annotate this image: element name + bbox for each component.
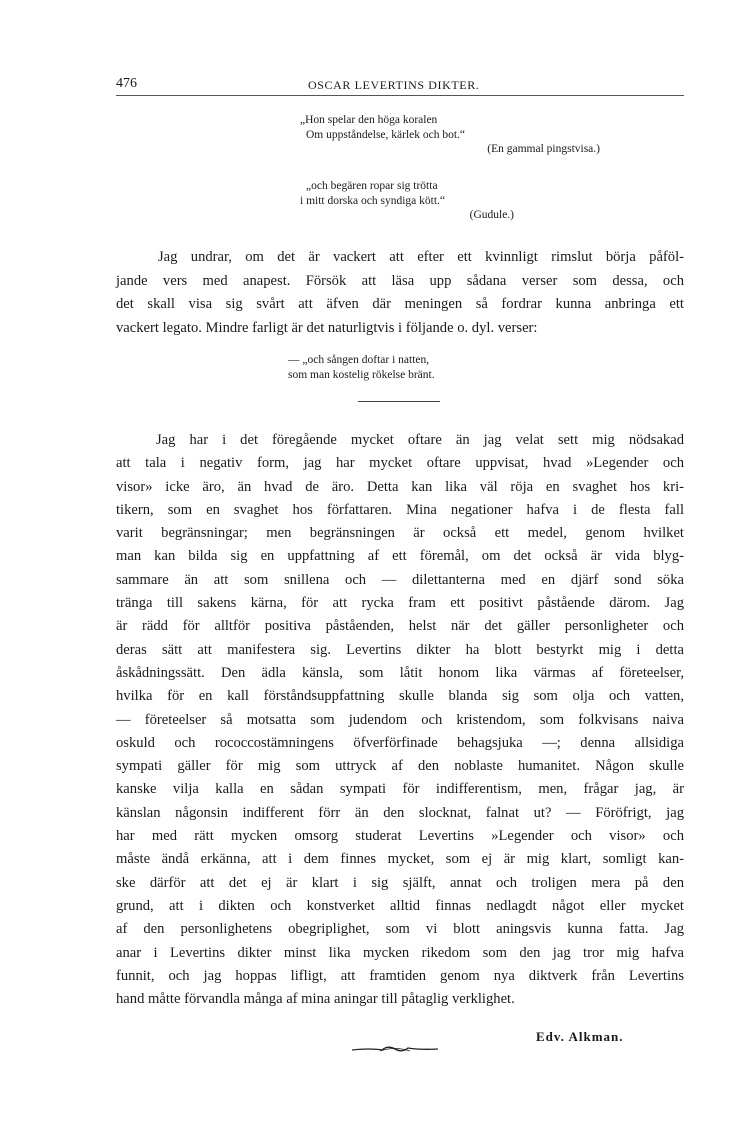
- text-line: har med rätt mycken omsorg studerat Levertins »Legender och visor» och: [116, 828, 684, 845]
- running-title: OSCAR LEVERTINS DIKTER.: [308, 78, 480, 92]
- text-line: anar i Levertins dikter minst lika mycken rikedom som den jag tror mig hafva: [116, 944, 684, 961]
- text-line: — företeelser så motsatta som judendom och kristendom, som folkvisans naiva: [116, 711, 684, 728]
- epigraph-quote-2: [300, 179, 514, 223]
- text-line: måste ändå erkänna, att i dem finnes mycket, som ej är mig klart, somligt kan-: [116, 851, 684, 868]
- author-signature: Edv. Alkman.: [536, 1029, 624, 1044]
- page-header: [116, 76, 684, 96]
- text-line: varit begränsningar; men begränsningen är också ett medel, genom hvilket: [116, 525, 684, 542]
- section-divider: [358, 401, 440, 402]
- text-line: grund, att i dikten och konstverket alltid finnas nedlagdt något eller mycket: [116, 897, 684, 914]
- quote-line: „och begären ropar sig trötta: [306, 180, 438, 192]
- text-line: Jag undrar, om det är vackert att efter ett kvinnligt rimslut börja påföl-: [158, 249, 684, 265]
- text-line: sympati gäller för mig som uttryck af den noblaste humanitet. Någon skulle: [116, 758, 684, 775]
- header-rule: [116, 95, 684, 96]
- text-line: jande vers med anapest. Försök att läsa upp sådana verser som dessa, och: [116, 272, 684, 289]
- text-line: hand måtte förvandla många af mina aningar till påtaglig verklighet.: [116, 991, 515, 1008]
- verse-example: [288, 353, 528, 382]
- text-line: ske därför att det ej är klart i sig själft, annat och troligen mera på den: [116, 874, 684, 891]
- closing-ornament: [350, 1043, 440, 1055]
- page-number: 476: [116, 76, 137, 91]
- text-line: kanske vilja kalla en sådan sympati för indifferentism, men, frågar jag, är: [116, 781, 684, 798]
- text-line: Jag har i det föregående mycket oftare än jag velat sett mig nödsakad: [156, 432, 684, 448]
- text-line: att tala i negativ form, jag har mycket oftare uppvisat, hvad »Legender och: [116, 455, 684, 472]
- quote-line: i mitt dorska och syndiga kött.“: [300, 194, 446, 207]
- text-line: oskuld och rococcostämningens öfverförfinade behagsjuka —; denna allsidiga: [116, 734, 684, 751]
- text-line: sammare än att som snillena och — dilettanterna med en djärf sond söka: [116, 571, 684, 588]
- text-line: visor» icke äro, än hvad de äro. Detta kan lika väl röja en svaghet hos kri-: [116, 478, 684, 495]
- paragraph-2: [116, 429, 684, 1011]
- text-line: af den personlighetens obegriplighet, som vi blott aningsvis kunna fatta. Jag: [116, 921, 684, 938]
- quote-line: som man kostelig rökelse bränt.: [288, 368, 435, 381]
- quote-line: Om uppståndelse, kärlek och bot.“: [306, 128, 466, 141]
- text-line: tränga till sakens kärna, för att rycka fram ett positivt påstående därom. Jag: [116, 595, 684, 612]
- quote-source: (Gudule.): [469, 209, 514, 221]
- text-line: åskådningssätt. Den ädla känsla, som låtit honom lika värmas af företeelser,: [116, 664, 684, 681]
- text-line: det skall visa sig svårt att äfven där meningen så fordrar kunna anbringa ett: [116, 296, 684, 312]
- text-line: vackert legato. Mindre farligt är det naturligtvis i följande o. dyl. verser:: [116, 319, 538, 336]
- text-line: deras sätt att manifestera sig. Levertins dikter ha blott bestyrkt mig i detta: [116, 641, 684, 658]
- paragraph-1: [116, 246, 684, 340]
- epigraph-quote-1: [300, 113, 600, 157]
- text-line: man kan bilda sig en uppfattning af ett föremål, om det också är vida blyg-: [116, 548, 684, 565]
- text-line: känslan någonsin indifferent förr än den slocknat, falnat ut? — Föröfrigt, jag: [116, 804, 684, 821]
- quote-line: — „och sången doftar i natten,: [288, 354, 430, 366]
- quote-line: „Hon spelar den höga koralen: [300, 114, 438, 126]
- text-line: är rädd för alltför positiva påståenden, helst när det gäller personligheter och: [116, 618, 684, 635]
- text-line: hvilka för en kall förståndsuppfattning skulle blanda sig som olja och vatten,: [116, 688, 684, 705]
- quote-source: (En gammal pingstvisa.): [487, 143, 600, 155]
- text-line: funnit, och jag hoppas lifligt, att framtiden genom nya diktverk från Levertins: [116, 967, 684, 984]
- text-line: tikern, som en svaghet hos författaren. Mina negationer hafva i de flesta fall: [116, 501, 684, 518]
